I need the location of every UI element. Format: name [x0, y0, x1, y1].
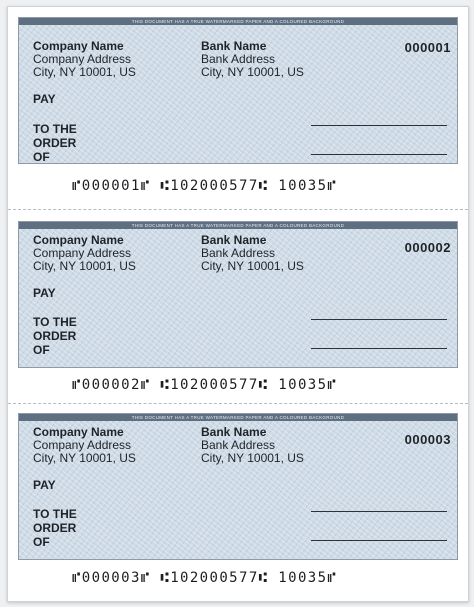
bank-address: Bank Address	[201, 52, 276, 66]
order-line-3: OF	[33, 343, 50, 357]
micr-line: ⑈000003⑈ ⑆102000577⑆ 10035⑈	[72, 570, 338, 586]
order-line-1: TO THE	[33, 315, 77, 329]
company-address: Company Address	[33, 246, 132, 260]
bank-city: City, NY 10001, US	[201, 65, 304, 79]
watermark-notice: THIS DOCUMENT HAS A TRUE WATERMARKED PAPER AND A COLOURED BACKGROUND	[19, 18, 457, 25]
check-number: 000003	[404, 432, 451, 447]
bank-city: City, NY 10001, US	[201, 259, 304, 273]
bank-city: City, NY 10001, US	[201, 451, 304, 465]
pay-label: PAY	[33, 286, 56, 300]
company-city: City, NY 10001, US	[33, 451, 136, 465]
order-line-2: ORDER	[33, 329, 77, 343]
order-line-3: OF	[33, 535, 50, 549]
bank-address: Bank Address	[201, 246, 276, 260]
payee-line[interactable]	[311, 511, 447, 512]
order-line-1: TO THE	[33, 122, 77, 136]
pay-to-order-label	[33, 315, 77, 357]
bank-name: Bank Name	[201, 425, 267, 439]
micr-line: ⑈000002⑈ ⑆102000577⑆ 10035⑈	[72, 377, 338, 393]
check-number: 000002	[404, 240, 451, 255]
order-line-2: ORDER	[33, 136, 77, 150]
company-name: Company Name	[33, 425, 124, 439]
company-name: Company Name	[33, 39, 124, 53]
bank-name: Bank Name	[201, 39, 267, 53]
check-1	[18, 17, 458, 164]
check-3	[18, 413, 458, 560]
check-sheet	[7, 6, 469, 602]
order-line-1: TO THE	[33, 507, 77, 521]
order-line-3: OF	[33, 150, 50, 164]
pay-to-order-label	[33, 122, 77, 164]
bank-name: Bank Name	[201, 233, 267, 247]
check-2	[18, 221, 458, 368]
check-panel-2	[8, 209, 468, 403]
check-number: 000001	[404, 40, 451, 55]
check-panel-1	[8, 7, 468, 209]
company-name: Company Name	[33, 233, 124, 247]
bank-address: Bank Address	[201, 438, 276, 452]
micr-line: ⑈000001⑈ ⑆102000577⑆ 10035⑈	[72, 178, 338, 194]
pay-label: PAY	[33, 478, 56, 492]
watermark-notice: THIS DOCUMENT HAS A TRUE WATERMARKED PAPER AND A COLOURED BACKGROUND	[19, 414, 457, 421]
pay-to-order-label	[33, 507, 77, 549]
check-panel-3	[8, 403, 468, 601]
company-address: Company Address	[33, 438, 132, 452]
company-city: City, NY 10001, US	[33, 259, 136, 273]
company-address: Company Address	[33, 52, 132, 66]
payee-line[interactable]	[311, 319, 447, 320]
order-line-2: ORDER	[33, 521, 77, 535]
signature-line[interactable]	[311, 154, 447, 155]
company-city: City, NY 10001, US	[33, 65, 136, 79]
signature-line[interactable]	[311, 348, 447, 349]
watermark-notice: THIS DOCUMENT HAS A TRUE WATERMARKED PAPER AND A COLOURED BACKGROUND	[19, 222, 457, 229]
signature-line[interactable]	[311, 540, 447, 541]
pay-label: PAY	[33, 92, 56, 106]
payee-line[interactable]	[311, 125, 447, 126]
